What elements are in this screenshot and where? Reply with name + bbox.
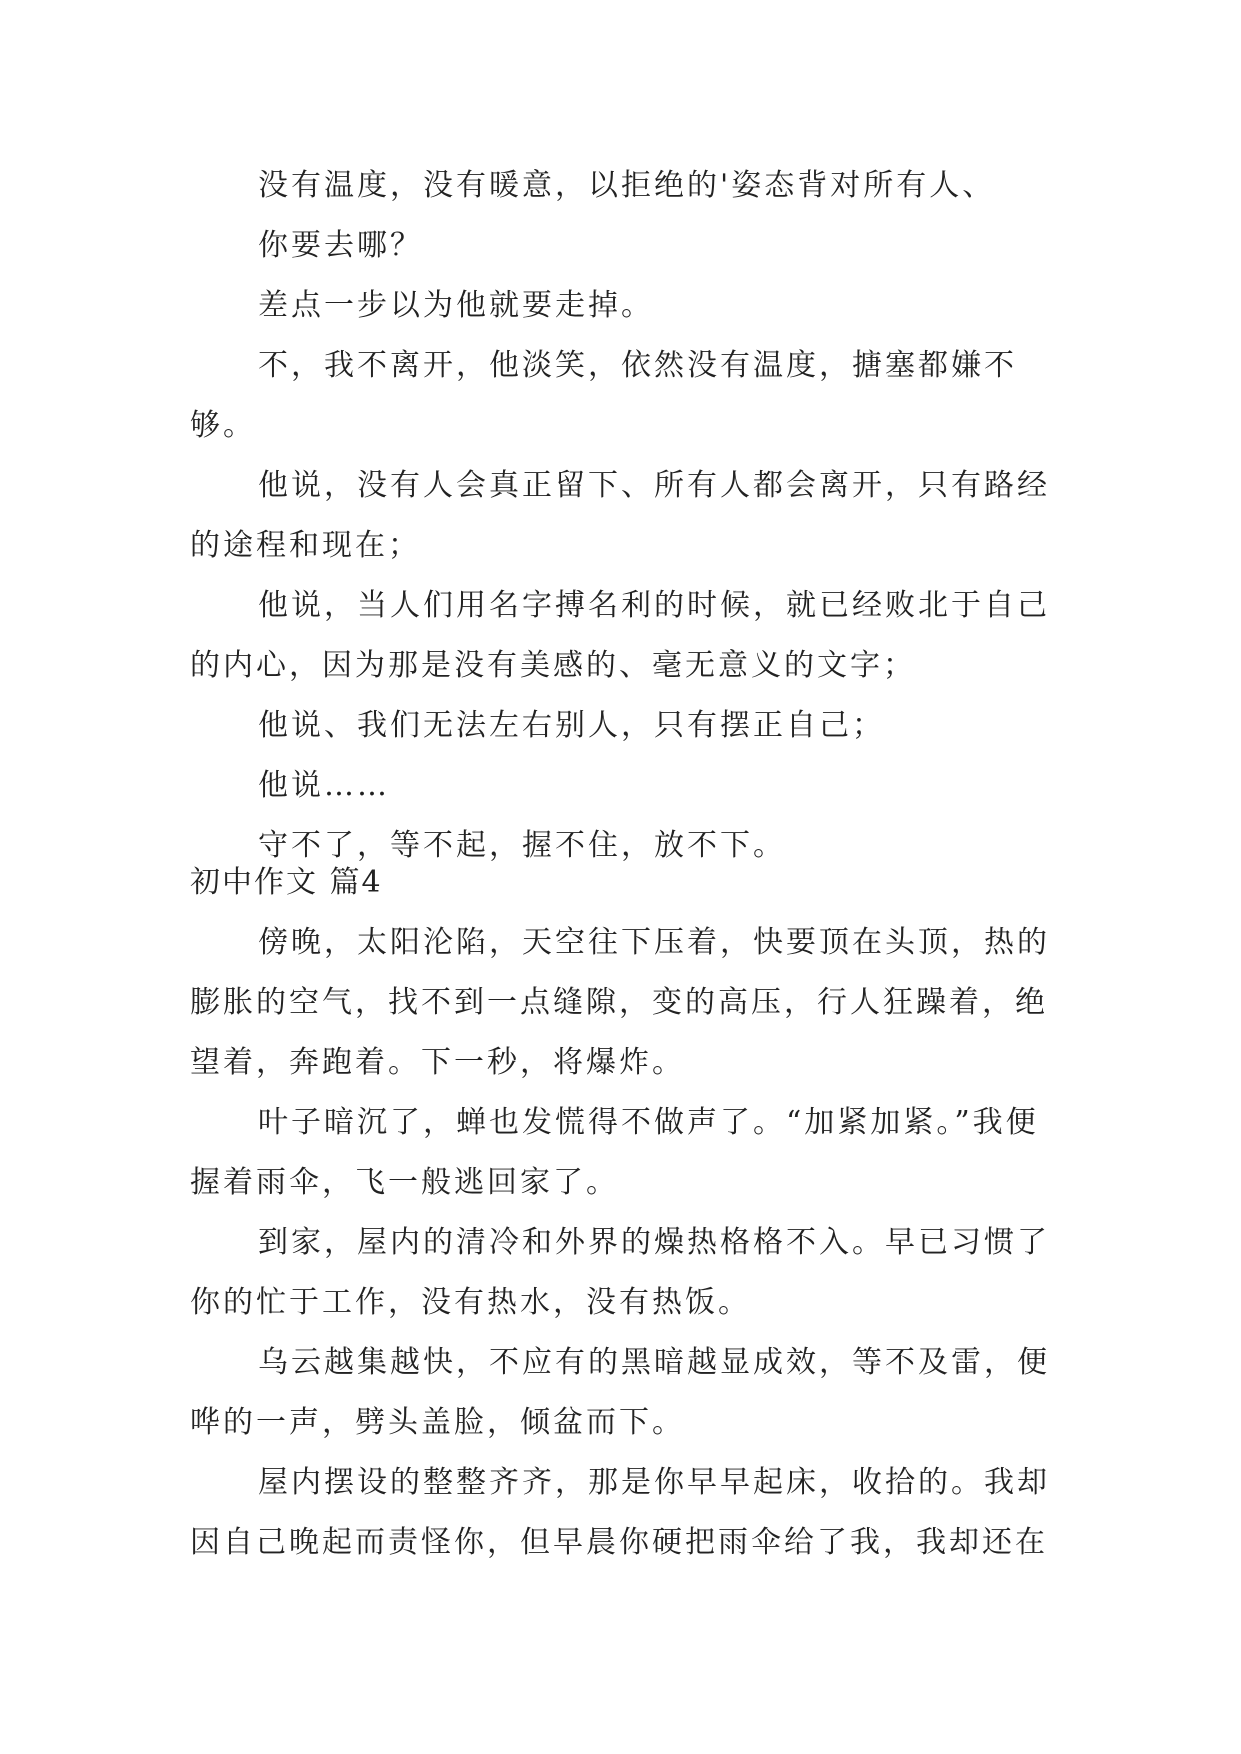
- paragraph: 他说、我们无法左右别人，只有摆正自己；: [258, 708, 885, 743]
- essay-heading: 初中作文 篇4: [190, 865, 383, 900]
- paragraph: 他说，当人们用名字搏名利的时候，就已经败北于自己的内心，因为那是没有美感的、毫无意义的文字；: [190, 588, 1050, 683]
- paragraph: 到家，屋内的清冷和外界的燥热格格不入。早已习惯了你的忙于工作，没有热水，没有热饭。: [190, 1225, 1050, 1320]
- paragraph: 没有温度，没有暖意，以拒绝的'姿态背对所有人、: [258, 168, 996, 203]
- paragraph: 不，我不离开，他淡笑，依然没有温度，搪塞都嫌不够。: [190, 348, 1017, 443]
- paragraph: 你要去哪？: [258, 228, 423, 263]
- paragraph: 乌云越集越快，不应有的黑暗越显成效，等不及雷，便哗的一声，劈头盖脸，倾盆而下。: [190, 1345, 1050, 1440]
- paragraph: 叶子暗沉了，蝉也发慌得不做声了。“加紧加紧。”我便握着雨伞，飞一般逃回家了。: [190, 1105, 1039, 1200]
- paragraph: 守不了，等不起，握不住，放不下。: [258, 828, 786, 863]
- essay-continuation: [190, 156, 1060, 876]
- paragraph: 他说……: [258, 768, 390, 803]
- essay-4: [190, 853, 1060, 1573]
- paragraph: 傍晚，太阳沦陷，天空往下压着，快要顶在头顶，热的膨胀的空气，找不到一点缝隙，变的高压，行人狂躁着，绝望着，奔跑着。下一秒，将爆炸。: [190, 925, 1050, 1080]
- paragraph: 差点一步以为他就要走掉。: [258, 288, 654, 323]
- paragraph: 他说，没有人会真正留下、所有人都会离开，只有路经的途程和现在；: [190, 468, 1050, 563]
- paragraph: 屋内摆设的整整齐齐，那是你早早起床，收拾的。我却因自己晚起而责怪你，但早晨你硬把雨伞给了我，我却还在: [190, 1465, 1050, 1560]
